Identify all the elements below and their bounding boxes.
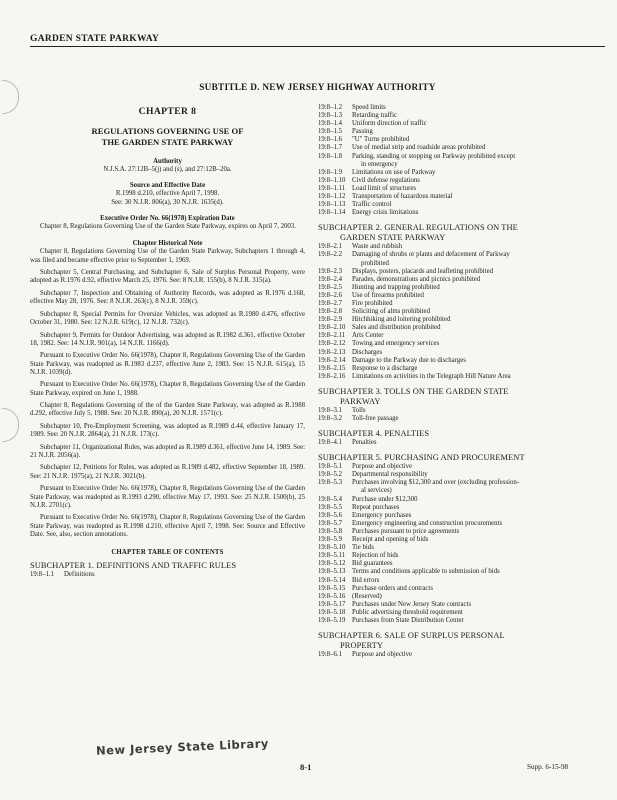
history-paragraph: Subchapter 8, Special Permits for Oversize Vehicles, was adopted as R.1980 d.476, effective October 31, 1980. See: 12 N.J.R. 619(c), 12 N.J.R. 732(c). [30,310,305,327]
toc-entry[interactable] [318,349,608,357]
section-title-text: Parades, demonstrations and picnics prohibited [352,275,481,283]
section-title [352,496,608,504]
section-title [352,407,608,415]
section-title-text: Bid errors [352,576,380,584]
subchapter-block [318,387,608,423]
section-title [352,284,608,292]
section-number: 19:8–5.12 [318,560,346,568]
section-title-text: Hunting and trapping prohibited [352,283,440,291]
section-number: 19:8–5.2 [318,471,342,479]
section-title-text: Parking, standing or stopping on Parkway prohibited except [352,152,516,160]
section-title-text: Purchase orders and contracts [352,584,433,592]
subchapter-heading: PROPERTY [340,641,384,651]
toc-entry[interactable] [318,585,608,593]
toc-entry[interactable] [318,276,608,284]
section-title [352,136,608,144]
section-title-text: Purpose and objective [352,651,413,659]
section-number: 19:8–1.12 [318,193,346,201]
toc-entry[interactable] [318,601,608,609]
section-number: 19:8–2.11 [318,332,346,340]
history-paragraph: Subchapter 11, Organizational Rules, was adopted as R.1989 d.361, effective June 14, 1989. See: 21 N.J.R. 2056(a). [30,443,305,459]
section-title [352,560,608,568]
section-title [352,276,608,284]
section-title [352,552,608,560]
source-heading: Source and Effective Date [129,182,206,190]
section-title-text: (Reserved) [352,592,382,600]
section-title [352,577,608,585]
section-title-text: Emergency engineering and construction procurements [352,519,503,527]
toc-entry[interactable] [318,112,608,120]
section-title-text: Emergency purchases [352,511,412,519]
toc-entry[interactable] [318,528,608,536]
subchapter-block [318,223,608,381]
section-title [352,479,608,495]
toc-entry[interactable] [318,251,608,267]
section-number: 19:8–2.16 [318,372,346,380]
toc-entry[interactable] [318,268,608,276]
section-title [352,209,608,217]
section-number: 19:8–1.10 [318,176,346,184]
section-title-text: Uniform direction of traffic [352,120,427,128]
section-title [352,601,608,609]
section-title [352,153,608,169]
toc-entry[interactable] [318,593,608,601]
section-title [352,251,608,267]
toc-entry[interactable] [318,373,608,381]
subchapter-heading: SUBCHAPTER 6. SALE OF SURPLUS PERSONAL [318,631,505,641]
subchapter-block [318,429,608,447]
section-title-text: Purchases involving $12,300 and over (excluding profession- [352,479,520,487]
section-number: 19:8–1.2 [318,104,342,111]
section-number: 19:8–5.11 [318,552,346,560]
section-number: 19:8–5.19 [318,616,346,624]
section-title [352,520,608,528]
chapter-number: CHAPTER 8 [138,106,197,117]
section-title-text: "U" Turns prohibited [352,136,410,144]
toc-entry[interactable] [318,332,608,340]
toc-entry[interactable] [318,560,608,568]
toc-entry[interactable] [318,651,608,659]
history-paragraph: Pursuant to Executive Order No. 66(1978), Chapter 8, Regulations Governing Use of the Garden State Parkway, was readopted as R.1993 d.290, effective May 17, 1993. See: 25 N.J.R. 1500(b), 25 N.J.R. 2701(c). [30,485,305,509]
toc-entry[interactable] [318,365,608,373]
section-title [352,201,608,209]
section-number: 19:8–5.9 [318,536,342,544]
section-number: 19:8–1.5 [318,128,342,136]
toc-entry[interactable] [318,479,608,495]
section-number: 19:8–6.1 [318,651,342,659]
section-title-text: Speed limits [352,104,386,111]
section-title [352,357,608,365]
section-title-text: Damaging of shrubs or plants and defacement of Parkway [352,251,510,259]
toc-entry[interactable] [318,144,608,152]
section-title [352,512,608,520]
section-title [352,651,608,659]
section-title [352,536,608,544]
history-paragraph: Pursuant to Executive Order No. 66(1978), Chapter 8, Regulations Governing Use of the Garden State Parkway, was readopted as R.1983 d.237, effective June 2, 1983. See: 15 N.J.R. 615(a), 15 N.J.R. 1039(d). [30,352,305,376]
toc-entry[interactable] [318,185,608,193]
section-number: 19:8–2.13 [318,348,346,356]
section-number: 19:8–2.5 [318,283,342,291]
toc-entry[interactable] [318,471,608,479]
section-title-text: Response to a discharge [352,364,418,372]
section-number: 19:8–1.4 [318,120,342,128]
toc-entry[interactable] [318,617,608,625]
section-number: 19:8–2.12 [318,340,346,348]
section-title-text: Energy crisis limitations [352,209,419,217]
section-title [352,104,608,112]
section-number: 19:8–1.13 [318,201,346,209]
section-title-text: Waste and rubbish [352,243,403,251]
section-title [352,120,608,128]
toc-entry[interactable] [318,415,608,423]
toc-entry[interactable] [318,308,608,316]
section-title [352,332,608,340]
toc-entry[interactable] [30,571,305,579]
toc-entry[interactable] [318,536,608,544]
toc-entry[interactable] [318,512,608,520]
section-title-text: Sales and distribution prohibited [352,324,441,332]
section-title [352,185,608,193]
section-number: 19:8–1.7 [318,144,342,152]
history-paragraph: Subchapter 9, Permits for Outdoor Advertising, was adopted as R.1982 d.361, effective October 18, 1982. See: 14 N.J.R. 901(a), 14 N.J.R. 1166(d). [30,331,305,347]
section-title-text: Arts Center [352,332,384,340]
section-title [352,128,608,136]
section-number: 19:8–5.17 [318,600,346,608]
subchapter-heading: SUBCHAPTER 4. PENALTIES [318,429,430,439]
toc-entry[interactable] [318,520,608,528]
toc-entry[interactable] [318,128,608,136]
section-title-text: Use of medial strip and roadside areas prohibited [352,144,486,152]
section-title-text: Purpose and objective [352,463,413,471]
section-number: 19:8–2.1 [318,243,342,251]
section-number: 19:8–5.4 [318,495,342,503]
section-number: 19:8–2.3 [318,267,342,275]
section-title-continuation: al services) [361,487,392,495]
subchapter-heading: SUBCHAPTER 5. PURCHASING AND PROCUREMENT [318,453,525,463]
section-title-text: Rejection of bids [352,552,399,560]
section-title [352,292,608,300]
section-title [352,193,608,201]
history-paragraph: Subchapter 7, Inspection and Obtaining of Authority Records, was adopted as R.1976 d.168, effective May 28, 1976. See: 8 N.J.R. 263(c), 8 N.J.R. 359(c). [30,289,305,306]
section-title [352,349,608,357]
section-number: 19:8–5.16 [318,592,346,600]
section-title-text: Departmental responsibility [352,471,428,479]
subchapter-heading: GARDEN STATE PARKWAY [340,233,446,243]
section-title-text: Retarding traffic [352,112,397,120]
subchapter-heading: SUBCHAPTER 3. TOLLS ON THE GARDEN STATE [318,386,509,396]
toc-entry[interactable] [318,177,608,185]
toc-entry[interactable] [318,324,608,332]
history-heading: Chapter Historical Note [132,240,203,248]
section-title [352,144,608,152]
binder-hole [2,80,19,114]
section-number: 19:8–1.6 [318,136,342,144]
toc-entry[interactable] [318,504,608,512]
toc-entry[interactable] [318,169,608,177]
section-title [352,439,608,447]
section-title [352,617,608,625]
section-number: 19:8–2.10 [318,324,346,332]
section-title [352,373,608,381]
section-number: 19:8–1.9 [318,168,342,176]
section-title-continuation: prohibited [361,259,389,267]
section-title-continuation: in emergency [361,160,398,168]
source-line: R.1998 d.210, effective April 7, 1998. [115,190,220,198]
toc-entry[interactable] [318,544,608,552]
running-head: GARDEN STATE PARKWAY [30,34,605,47]
toc-entry[interactable] [318,136,608,144]
toc-entry[interactable] [318,300,608,308]
section-number: 19:8–2.4 [318,275,342,283]
history-paragraph: Pursuant to Executive Order No. 66(1978), Chapter 8, Regulations Governing Use of the Garden State Parkway, was readopted as R.1998 d.210, effective April 7, 1998. See: Source and Effective Date. See, also, section annotations. [30,514,305,538]
section-title [352,585,608,593]
history-paragraph: Subchapter 12, Petitions for Rules, was adopted as R.1989 d.482, effective September 18, 1989. See: 21 N.J.R. 1975(a), 21 N.J.R. 3021(b). [30,464,305,480]
section-title-text: Receipt and opening of bids [352,536,429,544]
history-paragraph: Pursuant to Executive Order No. 66(1978), Chapter 8, Regulations Governing Use of the Garden State Parkway, expired on June 1, 1988. [30,381,305,397]
expiration-heading: Executive Order No. 66(1978) Expiration Date [100,214,235,222]
section-title-text: Definitions [64,571,95,579]
section-number: 19:8–5.10 [318,544,346,552]
page-number: 8-1 [300,762,312,772]
section-title [352,300,608,308]
history-notes [30,248,305,539]
section-title [352,316,608,324]
section-title [352,544,608,552]
left-column [30,106,305,582]
section-title-text: Purchase under $12,300 [352,495,418,503]
chapter-title [30,126,305,148]
section-number: 19:8–5.6 [318,511,342,519]
toc-entry[interactable] [318,577,608,585]
section-title [64,571,305,579]
section-title-text: Repeat purchases [352,503,400,511]
toc-entry[interactable] [318,609,608,617]
section-number: 19:8–2.6 [318,291,342,299]
section-number: 19:8–2.2 [318,251,342,259]
toc-entry[interactable] [318,153,608,169]
section-title [352,504,608,512]
section-title-text: Purchases under New Jersey State contracts [352,600,472,608]
section-title-text: Towing and emergency services [352,340,440,348]
toc-entry[interactable] [318,568,608,576]
section-title-text: Purchases pursuant to price agreements [352,527,460,535]
section-title-text: Tie bids [352,544,374,552]
history-paragraph: Subchapter 5, Central Purchasing, and Subchapter 6, Sale of Surplus Personal Property, were adopted as R.1976 d.92, effective March 25, 1976. See: 8 N.J.R. 155(b), 8 N.J.R. 315(a). [30,269,305,285]
section-title-text: Discharges [352,348,383,356]
toc-entry[interactable] [318,104,608,112]
section-title [352,340,608,348]
section-number: 19:8–5.18 [318,608,346,616]
section-title-text: Limitations on use of Parkway [352,168,436,176]
section-title [352,112,608,120]
section-title-text: Soliciting of alms prohibited [352,308,430,316]
section-title-text: Transportation of hazardous material [352,193,453,201]
section-title-text: Load limit of structures [352,184,416,192]
section-number: 19:8–5.15 [318,584,346,592]
section-title-text: Limitations on activities in the Telegraph Hill Nature Area [352,372,511,380]
toc-entry[interactable] [318,193,608,201]
section-title-text: Passing [352,128,373,136]
supplement-date: Supp. 6-15-98 [527,763,569,771]
section-title [352,593,608,601]
section-title [352,568,608,576]
subchapter-block [318,631,608,659]
toc-entry[interactable] [318,243,608,251]
toc-entry[interactable] [318,120,608,128]
toc-entry[interactable] [318,552,608,560]
section-number: 19:8–1.11 [318,184,346,192]
section-number: 19:8–1.1 [30,571,54,579]
toc-entry[interactable] [318,407,608,415]
toc-entry[interactable] [318,496,608,504]
section-title-text: Traffic control [352,201,392,209]
section-number: 19:8–5.5 [318,503,342,511]
section-title-text: Damage to the Parkway due to discharges [352,356,466,364]
section-title-text: Civil defense regulations [352,176,420,184]
section-title-text: Purchases from State Distribution Center [352,616,464,624]
history-paragraph: Subchapter 10, Pre-Employment Screening, was adopted as R.1989 d.44, effective January 17, 1989. See: 20 N.J.R. 2864(a), 21 N.J.R. 173(c). [30,422,305,439]
toc-entry[interactable] [318,201,608,209]
section-number: 19:8–1.8 [318,152,342,160]
section-title [352,169,608,177]
toc-entry[interactable] [318,357,608,365]
section-number: 19:8–2.14 [318,356,346,364]
section-title [352,177,608,185]
section-title-text: Tolls [352,406,366,414]
section-title-text: Terms and conditions applicable to submission of bids [352,568,500,576]
toc-entry[interactable] [318,439,608,447]
subchapter-heading: SUBCHAPTER 1. DEFINITIONS AND TRAFFIC RULES [30,561,237,571]
section-title [352,528,608,536]
section-title-text: Bid guarantees [352,560,393,568]
subchapter-block [318,104,608,217]
toc-entry[interactable] [318,292,608,300]
toc-entry[interactable] [318,284,608,292]
section-title-text: Penalties [352,439,377,447]
section-title-text: Fire prohibited [352,299,393,307]
section-title [352,471,608,479]
section-title [352,308,608,316]
toc-left-column [30,561,305,579]
authority-heading: Authority [153,158,182,165]
subchapter-heading: PARKWAY [340,396,381,406]
section-title-text: Toll-free passage [352,415,399,422]
chapter-title-line: THE GARDEN STATE PARKWAY [101,137,234,147]
section-title [352,324,608,332]
subtitle-heading: SUBTITLE D. NEW JERSEY HIGHWAY AUTHORITY [199,82,436,92]
section-number: 19:8–2.8 [318,308,342,316]
authority-text: N.J.S.A. 27:12B–5(j) and (s), and 27:12B–20a. [103,166,232,173]
toc-title: CHAPTER TABLE OF CONTENTS [111,549,224,557]
toc-entry[interactable] [318,340,608,348]
expiration-text: Chapter 8, Regulations Governing Use of the Garden State Parkway, expires on April 7, 2003. [40,222,296,230]
subchapter-block [30,561,305,579]
toc-entry[interactable] [318,209,608,217]
section-title [352,365,608,373]
section-number: 19:8–1.14 [318,209,346,217]
section-number: 19:8–3.2 [318,415,342,422]
toc-entry[interactable] [318,316,608,324]
library-stamp: New Jersey State Library [95,736,270,758]
section-title [352,609,608,617]
section-number: 19:8–4.1 [318,439,342,447]
section-number: 19:8–5.3 [318,479,342,487]
section-title-text: Public advertising threshold requirement [352,608,463,616]
subchapter-heading: SUBCHAPTER 2. GENERAL REGULATIONS ON THE [318,223,518,233]
section-number: 19:8–3.1 [318,406,342,414]
section-number: 19:8–2.7 [318,299,342,307]
section-number: 19:8–1.3 [318,112,342,120]
binder-hole [2,408,19,442]
section-number: 19:8–5.7 [318,519,342,527]
section-number: 19:8–5.14 [318,576,346,584]
toc-right-column [318,104,608,662]
toc-entry[interactable] [318,463,608,471]
subchapter-block [318,453,608,625]
section-title [352,243,608,251]
history-paragraph: Chapter 8, Regulations Governing Use of the Garden State Parkway, Subchapters 1 through 4, was filed and became effective prior to September 1, 1969. [30,248,305,264]
section-number: 19:8–5.13 [318,568,346,576]
section-title-text: Use of firearms prohibited [352,291,424,299]
section-number: 19:8–2.9 [318,316,342,324]
section-title [352,268,608,276]
section-title [352,463,608,471]
section-title-text: Displays, posters, placards and leafleting prohibited [352,267,493,275]
section-number: 19:8–2.15 [318,364,346,372]
section-title-text: Hitchhiking and loitering prohibited [352,316,451,324]
source-line: See: 30 N.J.R. 806(a), 30 N.J.R. 1635(d). [111,198,224,206]
history-paragraph: Chapter 8, Regulations Governing of the of the Garden State Parkway, was adopted as R.1988 d.292, effective July 5, 1988. See: 20 N.J.R. 890(a), 20 N.J.R. 1571(c). [30,402,305,418]
section-title [352,415,608,423]
section-number: 19:8–5.8 [318,527,342,535]
chapter-title-line: REGULATIONS GOVERNING USE OF [91,126,244,136]
section-number: 19:8–5.1 [318,463,342,471]
